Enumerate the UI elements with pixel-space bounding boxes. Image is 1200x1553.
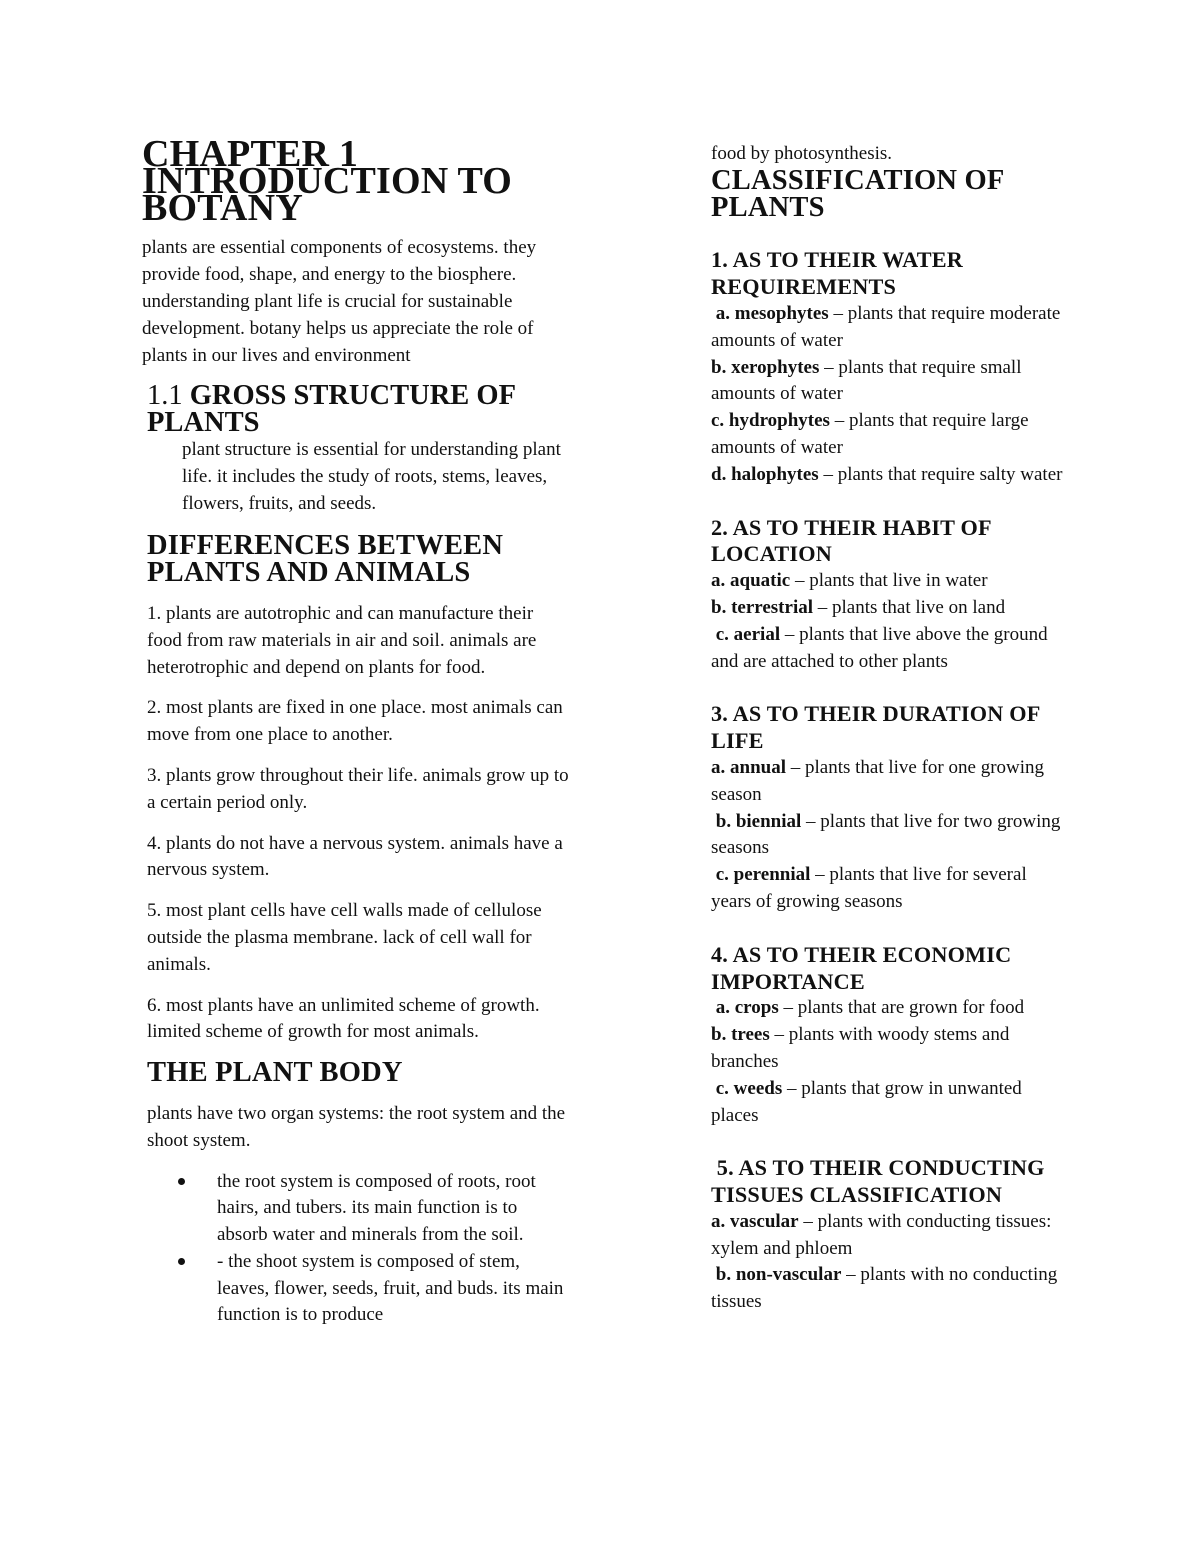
left-column xyxy=(142,133,572,1329)
definition: – plants that require moderate amounts of water xyxy=(711,302,1061,351)
list-item xyxy=(142,1169,572,1249)
definition: – plants that live for several years of growing seasons xyxy=(711,864,1027,912)
continuation-text: food by photosynthesis. xyxy=(711,143,893,164)
classification-heading: CLASSIFICATION OF PLANTS xyxy=(711,164,1004,223)
list-item xyxy=(711,595,1071,622)
difference-item: 4. plants do not have a nervous system. animals have a nervous system. xyxy=(147,832,563,881)
plant-body-intro: plants have two organ systems: the root system and the shoot system. xyxy=(147,1102,566,1151)
difference-item: 2. most plants are fixed in one place. most animals can move from one place to another. xyxy=(147,697,563,746)
definition: – plants that live above the ground and are attached to other plants xyxy=(711,623,1048,672)
definition: – plants that are grown for food xyxy=(778,997,1025,1019)
term: a. crops xyxy=(715,997,779,1019)
bullet-icon xyxy=(178,1258,185,1265)
list-item xyxy=(711,1209,1071,1263)
list-item xyxy=(711,1262,1071,1316)
list-item-text: - the shoot system is composed of stem, leaves, flower, seeds, fruit, and buds. its main function is to produce xyxy=(217,1250,564,1326)
list-item xyxy=(711,1022,1071,1076)
definition: – plants that live in water xyxy=(790,570,988,592)
definition: – plants with woody stems and branches xyxy=(711,1024,1010,1072)
classification-group xyxy=(711,247,1071,488)
classification-group xyxy=(711,1155,1071,1316)
definition: – plants with no conducting tissues xyxy=(711,1264,1058,1313)
difference-item: 6. most plants have an unlimited scheme of growth. limited scheme of growth for most animals. xyxy=(147,994,540,1043)
group-heading xyxy=(711,1155,1071,1209)
classification-group xyxy=(711,515,1071,676)
term: b. trees xyxy=(711,1024,770,1046)
definition: – plants that live on land xyxy=(813,596,1006,618)
difference-item: 3. plants grow throughout their life. animals grow up to a certain period only. xyxy=(147,764,569,813)
term: c. aerial xyxy=(715,623,781,645)
section-title: GROSS STRUCTURE OF PLANTS xyxy=(147,380,515,439)
differences-list xyxy=(142,601,572,1046)
group-heading: 4. AS TO THEIR ECONOMIC IMPORTANCE xyxy=(711,941,1012,994)
list-item-text: the root system is composed of roots, root hairs, and tubers. its main function is to absorb water and minerals from the soil. xyxy=(217,1170,536,1246)
differences-heading: DIFFERENCES BETWEEN PLANTS AND ANIMALS xyxy=(147,530,504,589)
definition: – plants that require large amounts of water xyxy=(711,410,1029,458)
definition: – plants that live for one growing season xyxy=(711,756,1045,805)
term: c. weeds xyxy=(715,1077,783,1099)
list-item xyxy=(711,568,1071,595)
list-item xyxy=(711,355,1071,409)
term: d. halophytes xyxy=(711,463,819,485)
list-item xyxy=(711,301,1071,355)
term: b. terrestrial xyxy=(711,596,813,618)
list-item xyxy=(711,622,1071,676)
list-item xyxy=(142,1249,572,1329)
list-item xyxy=(711,755,1071,809)
chapter-title: CHAPTER 1 INTRODUCTION TO BOTANY xyxy=(142,133,513,229)
group-heading: 2. AS TO THEIR HABIT OF LOCATION xyxy=(711,514,991,567)
bullet-icon xyxy=(178,1178,185,1185)
group-heading: 3. AS TO THEIR DURATION OF LIFE xyxy=(711,701,1040,754)
right-column xyxy=(711,141,1071,1316)
organ-system-list xyxy=(142,1169,572,1330)
list-item xyxy=(711,462,1071,489)
difference-item: 5. most plant cells have cell walls made of cellulose outside the plasma membrane. lack of cell wall for animals. xyxy=(147,900,542,975)
term: b. biennial xyxy=(715,810,802,832)
definition: – plants that require salty water xyxy=(818,463,1063,485)
term: a. aquatic xyxy=(711,570,791,592)
group-heading-text: 5. AS TO THEIR CONDUCTING TISSUES CLASSIFICATION xyxy=(711,1155,1045,1208)
term: c. perennial xyxy=(715,864,811,886)
term: b. xerophytes xyxy=(711,356,820,378)
section-gross-structure xyxy=(142,380,572,517)
term: b. non-vascular xyxy=(715,1264,842,1286)
definition: – plants that live for two growing seasons xyxy=(711,810,1061,859)
list-item xyxy=(711,995,1071,1022)
term: a. vascular xyxy=(711,1210,799,1232)
section-heading xyxy=(142,380,572,439)
list-item xyxy=(711,809,1071,863)
definition: – plants with conducting tissues: xylem and phloem xyxy=(711,1210,1052,1259)
term: c. hydrophytes xyxy=(711,410,830,432)
term: a. annual xyxy=(711,756,786,778)
plant-body-heading: THE PLANT BODY xyxy=(147,1057,403,1089)
definition: – plants that require small amounts of water xyxy=(711,356,1022,405)
list-item xyxy=(711,1076,1071,1130)
section-body: plant structure is essential for understanding plant life. it includes the study of roots, stems, leaves, flowers, fruits, and seeds. xyxy=(182,438,561,514)
list-item xyxy=(711,862,1071,916)
intro-paragraph: plants are essential components of ecosystems. they provide food, shape, and energy to the biosphere. understanding plant life is crucial for sustainable development. botany helps us appreciate the role of plants in our lives and environment xyxy=(142,237,537,366)
section-number: 1.1 xyxy=(147,380,183,412)
classification-group xyxy=(711,942,1071,1130)
term: a. mesophytes xyxy=(715,302,829,324)
difference-item: 1. plants are autotrophic and can manufacture their food from raw materials in air and soil. animals are heterotrophic and depend on plants for food. xyxy=(147,602,537,678)
classification-group xyxy=(711,701,1071,915)
group-heading: 1. AS TO THEIR WATER REQUIREMENTS xyxy=(711,247,964,300)
definition: – plants that grow in unwanted places xyxy=(711,1077,1022,1126)
list-item xyxy=(711,408,1071,462)
